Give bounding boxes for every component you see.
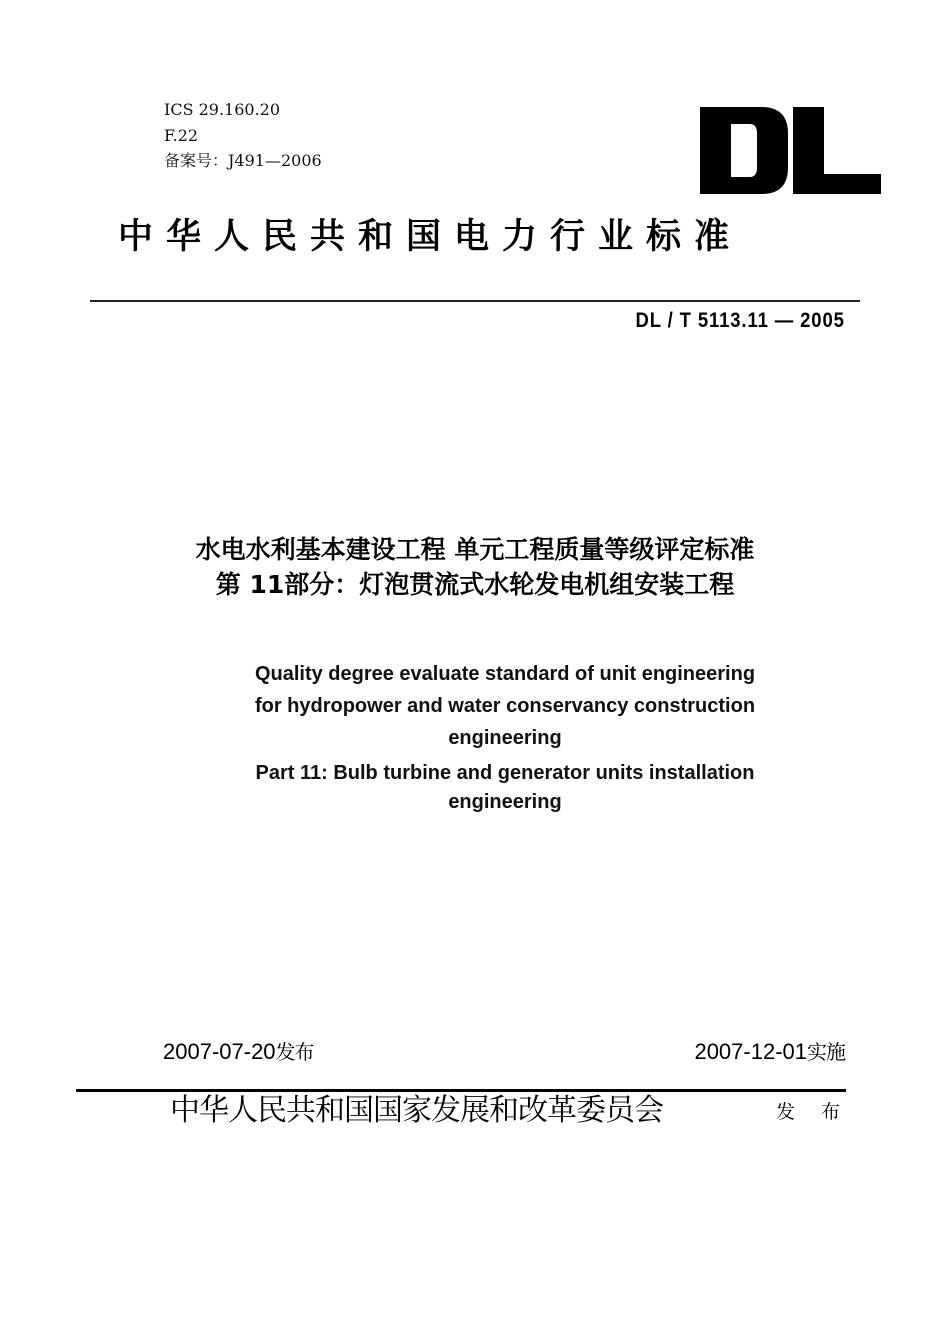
effective-date — [694, 1037, 845, 1067]
english-title — [200, 658, 810, 815]
issue-date — [163, 1037, 314, 1067]
ics-code: ICS 29.160.20 — [164, 100, 281, 119]
classification-code: F.22 — [164, 125, 199, 145]
english-title-line-1: Quality degree evaluate standard of unit engineering — [254, 663, 756, 685]
publisher-name: 中华人民共和国国家发展和改革委员会 — [170, 1093, 663, 1128]
english-title-line-4: Part 11: Bulb turbine and generator units installation — [255, 762, 755, 784]
english-title-line-3: engineering — [448, 727, 562, 749]
dl-logo-icon — [700, 107, 881, 194]
industry-standard-title: 中华人民共和国电力行业标准 — [118, 217, 743, 257]
chinese-title-line-2: 第 11部分：灯泡贯流式水轮发电机组安装工程 — [215, 570, 735, 599]
document-metadata — [164, 97, 322, 174]
effective-date-label: 实施 — [807, 1040, 845, 1064]
standard-code: DL / T 5113.11 — 2005 — [635, 309, 845, 332]
issue-date-label: 发布 — [275, 1040, 314, 1064]
chinese-title-line-1: 水电水利基本建设工程 单元工程质量等级评定标准 — [195, 535, 755, 564]
effective-date-value: 2007-12-01 — [694, 1039, 807, 1064]
record-number: 备案号：J491—2006 — [164, 151, 322, 170]
issue-date-value: 2007-07-20 — [163, 1039, 276, 1064]
top-divider — [90, 300, 860, 302]
english-title-line-5: engineering — [448, 791, 562, 813]
english-title-line-2: for hydropower and water conservancy construction — [254, 695, 756, 717]
publish-label: 发 布 — [776, 1101, 851, 1123]
